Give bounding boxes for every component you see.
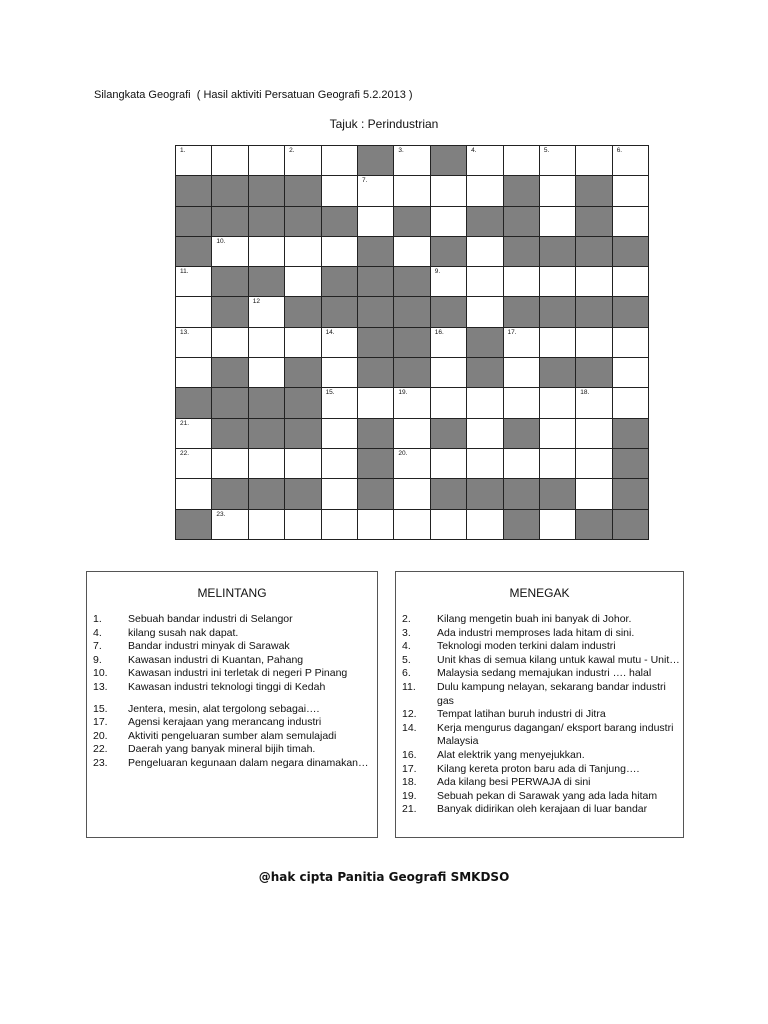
blocked-cell: [358, 328, 394, 358]
blocked-cell: [358, 297, 394, 327]
clue-item: [396, 722, 683, 749]
clue-item: [396, 803, 683, 817]
clue-number: 18.: [580, 389, 590, 397]
clue-item: [396, 654, 683, 668]
clue-item-number: 15.: [93, 702, 108, 715]
crossword-cell[interactable]: [394, 449, 430, 479]
blocked-cell: [212, 419, 248, 449]
blocked-cell: [540, 479, 576, 509]
clue-item-text: Dulu kampung nelayan, sekarang bandar industri gas: [437, 680, 666, 707]
blocked-cell: [504, 237, 540, 267]
blocked-cell: [431, 479, 467, 509]
crossword-cell[interactable]: [249, 449, 285, 479]
blocked-cell: [576, 237, 612, 267]
blocked-cell: [212, 207, 248, 237]
clue-item: [87, 757, 377, 771]
crossword-cell[interactable]: [394, 479, 430, 509]
crossword-cell[interactable]: [322, 479, 358, 509]
crossword-cell[interactable]: [540, 146, 576, 176]
clue-item-text: Aktiviti pengeluaran sumber alam semulajadi: [128, 729, 337, 742]
crossword-cell[interactable]: [322, 328, 358, 358]
clue-number: 22.: [180, 449, 190, 457]
crossword-cell[interactable]: [285, 449, 321, 479]
blocked-cell: [576, 176, 612, 206]
clue-item-number: 10.: [93, 667, 108, 680]
crossword-cell[interactable]: [504, 146, 540, 176]
clue-number: 11.: [180, 268, 189, 276]
clue-item-number: 17.: [93, 716, 108, 729]
blocked-cell: [576, 358, 612, 388]
crossword-cell[interactable]: [540, 388, 576, 418]
crossword-cell[interactable]: [176, 479, 212, 509]
clue-item: [396, 708, 683, 722]
crossword-cell[interactable]: [467, 237, 503, 267]
blocked-cell: [176, 176, 212, 206]
clue-item-text: Kawasan industri di Kuantan, Pahang: [128, 653, 304, 666]
clue-number: 19.: [398, 389, 408, 397]
crossword-cell[interactable]: [358, 207, 394, 237]
crossword-cell[interactable]: [176, 267, 212, 297]
blocked-cell: [540, 358, 576, 388]
crossword-cell[interactable]: [394, 510, 430, 540]
crossword-cell[interactable]: [467, 419, 503, 449]
crossword-cell[interactable]: [249, 237, 285, 267]
clue-number: 10.: [216, 237, 226, 245]
blocked-cell: [212, 176, 248, 206]
blocked-cell: [467, 328, 503, 358]
clue-item-text: Kawasan industri ini terletak di negeri P Pinang: [128, 667, 348, 680]
crossword-cell[interactable]: [504, 358, 540, 388]
blocked-cell: [285, 297, 321, 327]
blocked-cell: [613, 237, 649, 267]
crossword-cell[interactable]: [431, 176, 467, 206]
blocked-cell: [394, 297, 430, 327]
crossword-cell[interactable]: [504, 449, 540, 479]
clue-item: [87, 667, 377, 681]
blocked-cell: [249, 419, 285, 449]
crossword-cell[interactable]: [285, 510, 321, 540]
clue-item: [87, 654, 377, 668]
clue-item-number: 4.: [402, 640, 411, 653]
clue-item-number: 3.: [402, 626, 411, 639]
blocked-cell: [358, 419, 394, 449]
crossword-cell[interactable]: [467, 267, 503, 297]
crossword-cell[interactable]: [249, 297, 285, 327]
blocked-cell: [394, 207, 430, 237]
crossword-cell[interactable]: [504, 328, 540, 358]
down-clues-panel: [395, 571, 684, 838]
blocked-cell: [504, 176, 540, 206]
crossword-cell[interactable]: [613, 176, 649, 206]
blocked-cell: [431, 237, 467, 267]
clue-item: [396, 613, 683, 627]
crossword-cell[interactable]: [504, 388, 540, 418]
crossword-cell[interactable]: [394, 388, 430, 418]
clue-number: 3.: [398, 147, 404, 154]
clue-item: [87, 681, 377, 695]
blocked-cell: [540, 297, 576, 327]
blocked-cell: [576, 297, 612, 327]
down-heading: MENEGAK: [509, 586, 570, 600]
crossword-cell[interactable]: [322, 510, 358, 540]
blocked-cell: [285, 176, 321, 206]
clue-item-number: 14.: [402, 721, 417, 734]
clue-item: [396, 790, 683, 804]
clue-number: 16.: [434, 328, 444, 336]
clue-item-number: 6.: [402, 667, 411, 680]
crossword-cell[interactable]: [613, 388, 649, 418]
blocked-cell: [613, 297, 649, 327]
copyright-footer: @hak cipta Panitia Geografi SMKDSO: [258, 870, 510, 884]
crossword-cell[interactable]: [322, 388, 358, 418]
blocked-cell: [322, 297, 358, 327]
blocked-cell: [285, 479, 321, 509]
blocked-cell: [285, 207, 321, 237]
clue-item: [87, 640, 377, 654]
clue-item-text: Sebuah pekan di Sarawak yang ada lada hitam: [437, 789, 658, 802]
clue-item: [396, 627, 683, 641]
clue-item-number: 1.: [93, 613, 102, 625]
crossword-cell[interactable]: [212, 146, 248, 176]
clue-number: 9.: [434, 268, 441, 276]
crossword-cell[interactable]: [613, 146, 649, 176]
crossword-cell[interactable]: [467, 449, 503, 479]
blocked-cell: [249, 176, 285, 206]
clue-item: [396, 749, 683, 763]
crossword-cell[interactable]: [358, 388, 394, 418]
clue-number: 7.: [361, 177, 368, 185]
blocked-cell: [613, 419, 649, 449]
crossword-cell[interactable]: [540, 176, 576, 206]
blocked-cell: [176, 388, 212, 418]
blocked-cell: [176, 207, 212, 237]
blocked-cell: [249, 388, 285, 418]
blocked-cell: [431, 297, 467, 327]
clue-item-text: Kawasan industri teknologi tinggi di Kedah: [128, 680, 326, 693]
blocked-cell: [176, 237, 212, 267]
crossword-cell[interactable]: [176, 328, 212, 358]
clue-number: 17.: [507, 328, 517, 336]
crossword-cell[interactable]: [358, 176, 394, 206]
page-title: Tajuk : Perindustrian: [329, 117, 439, 131]
blocked-cell: [431, 419, 467, 449]
crossword-cell[interactable]: [576, 328, 612, 358]
across-heading: MELINTANG: [197, 586, 267, 600]
crossword-cell[interactable]: [285, 328, 321, 358]
crossword-cell[interactable]: [467, 297, 503, 327]
crossword-cell[interactable]: [285, 237, 321, 267]
crossword-cell[interactable]: [431, 207, 467, 237]
crossword-cell[interactable]: [249, 328, 285, 358]
blocked-cell: [394, 328, 430, 358]
crossword-cell[interactable]: [394, 176, 430, 206]
blocked-cell: [322, 267, 358, 297]
clue-item: [87, 730, 377, 744]
clue-item-number: 22.: [93, 743, 108, 756]
crossword-cell[interactable]: [467, 176, 503, 206]
blocked-cell: [249, 207, 285, 237]
blocked-cell: [431, 146, 467, 176]
clue-item-number: 18.: [402, 776, 417, 789]
crossword-cell[interactable]: [540, 449, 576, 479]
across-clue-list: [87, 613, 377, 771]
blocked-cell: [394, 358, 430, 388]
blocked-cell: [176, 510, 212, 540]
crossword-cell[interactable]: [540, 510, 576, 540]
blocked-cell: [576, 510, 612, 540]
clue-number: 1.: [180, 147, 186, 154]
clue-item: [396, 763, 683, 777]
crossword-cell[interactable]: [212, 237, 248, 267]
crossword-cell[interactable]: [540, 207, 576, 237]
crossword-cell[interactable]: [176, 419, 212, 449]
clue-item-text: Daerah yang banyak mineral bijih timah.: [128, 743, 316, 756]
blocked-cell: [358, 267, 394, 297]
clue-item: [396, 640, 683, 654]
blocked-cell: [467, 207, 503, 237]
crossword-cell[interactable]: [212, 510, 248, 540]
clue-item: [396, 667, 683, 681]
crossword-cell[interactable]: [176, 449, 212, 479]
clue-item: [87, 703, 377, 717]
blocked-cell: [504, 510, 540, 540]
crossword-cell[interactable]: [249, 358, 285, 388]
crossword-cell[interactable]: [576, 388, 612, 418]
blocked-cell: [212, 358, 248, 388]
blocked-cell: [467, 479, 503, 509]
blocked-cell: [212, 388, 248, 418]
crossword-cell[interactable]: [576, 146, 612, 176]
blocked-cell: [358, 449, 394, 479]
blocked-cell: [358, 358, 394, 388]
clue-item-number: 2.: [402, 613, 411, 625]
crossword-cell[interactable]: [540, 419, 576, 449]
clue-number: 2.: [289, 147, 295, 154]
blocked-cell: [358, 146, 394, 176]
clue-item-text: Jentera, mesin, alat tergolong sebagai….: [128, 702, 320, 715]
crossword-cell[interactable]: [504, 267, 540, 297]
clue-item-text: Alat elektrik yang menyejukkan.: [437, 748, 585, 761]
crossword-cell[interactable]: [322, 449, 358, 479]
crossword-cell[interactable]: [576, 267, 612, 297]
blocked-cell: [540, 237, 576, 267]
blocked-cell: [285, 358, 321, 388]
clue-number: 20.: [398, 449, 408, 457]
clue-item-text: Kilang mengetin buah ini banyak di Johor.: [437, 613, 632, 625]
clue-item-number: 7.: [93, 640, 102, 653]
blocked-cell: [212, 297, 248, 327]
blocked-cell: [322, 207, 358, 237]
clue-item: [87, 627, 377, 641]
clue-item: [87, 743, 377, 757]
crossword-cell[interactable]: [431, 267, 467, 297]
clue-item-number: 9.: [93, 653, 102, 666]
clue-item: [87, 613, 377, 627]
clue-item-text: kilang susah nak dapat.: [128, 626, 239, 639]
clue-item-text: Unit khas di semua kilang untuk kawal mutu - Unit…: [437, 653, 680, 666]
clue-item-text: Tempat latihan buruh industri di Jitra: [437, 708, 606, 721]
crossword-cell[interactable]: [467, 388, 503, 418]
crossword-cell[interactable]: [576, 479, 612, 509]
blocked-cell: [249, 267, 285, 297]
crossword-cell[interactable]: [212, 328, 248, 358]
crossword-cell[interactable]: [285, 146, 321, 176]
clue-number: 13.: [180, 328, 190, 336]
crossword-cell[interactable]: [431, 358, 467, 388]
clue-item-number: 16.: [402, 748, 417, 761]
clue-item-number: 21.: [402, 803, 417, 816]
crossword-cell[interactable]: [431, 510, 467, 540]
crossword-cell[interactable]: [176, 358, 212, 388]
clue-item-number: 17.: [402, 762, 417, 775]
crossword-cell[interactable]: [322, 358, 358, 388]
clue-item: [396, 681, 683, 708]
crossword-cell[interactable]: [540, 267, 576, 297]
blocked-cell: [358, 237, 394, 267]
crossword-cell[interactable]: [322, 237, 358, 267]
crossword-cell[interactable]: [576, 449, 612, 479]
crossword-cell[interactable]: [322, 419, 358, 449]
clue-item: [396, 776, 683, 790]
clue-item-number: 5.: [402, 653, 411, 666]
crossword-cell[interactable]: [394, 237, 430, 267]
blocked-cell: [358, 479, 394, 509]
clue-item: [87, 716, 377, 730]
clue-item-number: 23.: [93, 756, 108, 769]
clue-item-text: Kilang kereta proton baru ada di Tanjung….: [437, 762, 640, 775]
clue-item-text: Malaysia sedang memajukan industri …. halal: [437, 667, 652, 680]
blocked-cell: [467, 358, 503, 388]
crossword-cell[interactable]: [322, 146, 358, 176]
blocked-cell: [576, 207, 612, 237]
crossword-cell[interactable]: [176, 146, 212, 176]
clue-item-text: Bandar industri minyak di Sarawak: [128, 640, 290, 653]
clue-item-text: Sebuah bandar industri di Selangor: [128, 613, 293, 625]
clue-number: 15.: [325, 389, 335, 397]
down-clue-list: [396, 613, 683, 817]
crossword-cell[interactable]: [212, 449, 248, 479]
clue-item-number: 19.: [402, 789, 417, 802]
blocked-cell: [613, 510, 649, 540]
clue-number: 23.: [216, 510, 226, 518]
clue-number: 5.: [543, 147, 550, 154]
blocked-cell: [285, 419, 321, 449]
blocked-cell: [504, 479, 540, 509]
clue-item-number: 11.: [402, 680, 416, 693]
clue-number: 14.: [325, 328, 335, 336]
blocked-cell: [504, 207, 540, 237]
blocked-cell: [504, 419, 540, 449]
clue-item-text: Ada kilang besi PERWAJA di sini: [437, 776, 591, 789]
clue-item-text: Kerja mengurus dagangan/ eksport barang industri Malaysia: [437, 721, 674, 748]
clue-item-text: Agensi kerajaan yang merancang industri: [128, 716, 322, 729]
blocked-cell: [613, 479, 649, 509]
clue-number: 4.: [471, 147, 477, 154]
crossword-cell[interactable]: [249, 146, 285, 176]
crossword-cell[interactable]: [613, 328, 649, 358]
clue-item-text: Teknologi moden terkini dalam industri: [437, 640, 616, 653]
worksheet-header: Silangkata Geografi ( Hasil aktiviti Persatuan Geografi 5.2.2013 ): [94, 89, 413, 101]
blocked-cell: [613, 449, 649, 479]
crossword-cell[interactable]: [467, 510, 503, 540]
clue-number: 21.: [180, 419, 190, 427]
clue-number: 6.: [616, 147, 623, 154]
crossword-cell[interactable]: [613, 207, 649, 237]
blocked-cell: [285, 388, 321, 418]
crossword-cell[interactable]: [467, 146, 503, 176]
clue-item-text: Pengeluaran kegunaan dalam negara dinamakan…: [128, 756, 369, 769]
blocked-cell: [212, 267, 248, 297]
crossword-cell[interactable]: [394, 419, 430, 449]
crossword-cell[interactable]: [176, 297, 212, 327]
across-clues-panel: [86, 571, 378, 838]
blocked-cell: [504, 297, 540, 327]
clue-item-number: 4.: [93, 626, 102, 639]
crossword-cell[interactable]: [358, 510, 394, 540]
clue-item-number: 20.: [93, 729, 108, 742]
crossword-grid: [175, 145, 649, 540]
crossword-cell[interactable]: [431, 449, 467, 479]
crossword-cell[interactable]: [249, 510, 285, 540]
blocked-cell: [249, 479, 285, 509]
crossword-cell[interactable]: [613, 267, 649, 297]
crossword-cell[interactable]: [576, 419, 612, 449]
clue-item-number: 13.: [93, 680, 108, 693]
crossword-cell[interactable]: [285, 267, 321, 297]
clue-item-text: Ada industri memproses lada hitam di sini.: [437, 626, 635, 639]
clue-item-number: 12.: [402, 708, 417, 721]
crossword-cell[interactable]: [431, 328, 467, 358]
crossword-cell[interactable]: [431, 388, 467, 418]
crossword-cell[interactable]: [394, 146, 430, 176]
blocked-cell: [212, 479, 248, 509]
clue-number: 12: [252, 298, 261, 306]
clue-item-text: Banyak didirikan oleh kerajaan di luar bandar: [437, 803, 648, 816]
crossword-cell[interactable]: [613, 358, 649, 388]
crossword-cell[interactable]: [540, 328, 576, 358]
blocked-cell: [394, 267, 430, 297]
crossword-cell[interactable]: [322, 176, 358, 206]
